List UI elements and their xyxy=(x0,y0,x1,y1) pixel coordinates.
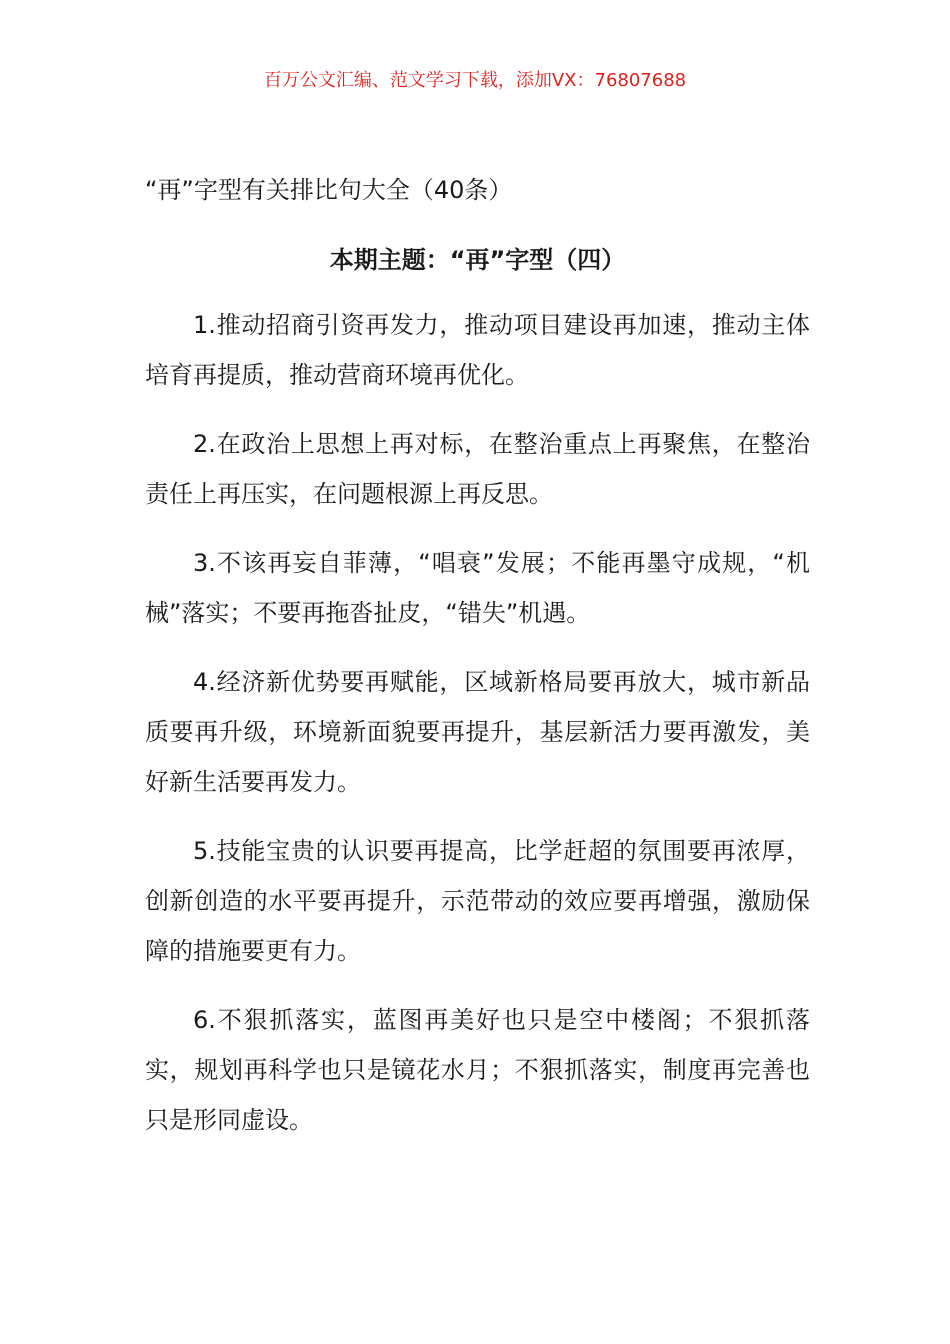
section-title: 本期主题：“再”字型（四） xyxy=(329,246,626,274)
document-title: “再”字型有关排比句大全（40条） xyxy=(145,176,513,204)
list-item: 6.不狠抓落实，蓝图再美好也只是空中楼阁；不狠抓落实，规划再科学也只是镜花水月；不狠抓落实，制度再完善也只是形同虚设。 xyxy=(145,1006,810,1134)
list-item: 5.技能宝贵的认识要再提高，比学赶超的氛围要再浓厚，创新创造的水平要再提升，示范带动的效应要再增强，激励保障的措施要更有力。 xyxy=(145,837,810,965)
list-item: 3.不该再妄自菲薄，“唱衰”发展；不能再墨守成规，“机械”落实；不要再拖沓扯皮，“错失”机遇。 xyxy=(145,549,810,627)
list-item: 1.推动招商引资再发力，推动项目建设再加速，推动主体培育再提质，推动营商环境再优化。 xyxy=(145,311,810,389)
list-item: 2.在政治上思想上再对标，在整治重点上再聚焦，在整治责任上再压实，在问题根源上再反思。 xyxy=(145,430,810,508)
header-watermark-note: 百万公文汇编、范文学习下载，添加VX：76807688 xyxy=(263,70,687,91)
document-body xyxy=(145,170,810,1164)
list-item: 4.经济新优势要再赋能，区域新格局要再放大，城市新品质要再升级，环境新面貌要再提升，基层新活力要再激发，美好新生活要再发力。 xyxy=(145,668,810,796)
